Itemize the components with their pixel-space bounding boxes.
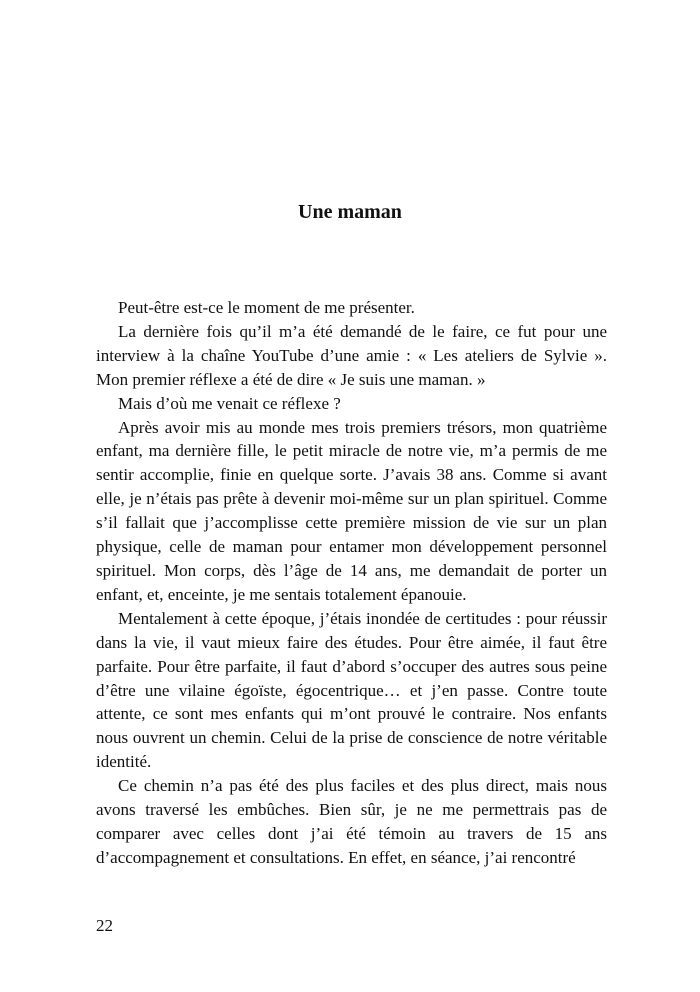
paragraph: Mentalement à cette époque, j’étais inondée de certitudes : pour réussir dans la vie, il vaut mieux faire des études. Pour être aimée, il faut être parfaite. Pour être parfaite, il faut d’abord s’occuper des autres sous peine d’être une vilaine égoïste, égocentrique… et j’en passe. Contre toute attente, ce sont mes enfants qui m’ont prouvé le contraire. Nos enfants nous ouvrent un chemin. Celui de la prise de conscience de notre véritable identité.	[96, 608, 607, 772]
paragraph: Après avoir mis au monde mes trois premiers trésors, mon quatrième enfant, ma dernière fille, le petit miracle de notre vie, m’a permis de me sentir accomplie, finie en quelque sorte. J’avais 38 ans. Comme si avant elle, je n’étais pas prête à devenir moi-même sur un plan spirituel. Comme s’il fallait que j’accomplisse cette première mission de vie sur un plan physique, celle de maman pour entamer mon développement personnel spirituel. Mon corps, dès l’âge de 14 ans, me demandait de porter un enfant, et, enceinte, je me sentais totalement épanouie.	[96, 417, 607, 604]
paragraph: Mais d’où me venait ce réflexe ?	[118, 393, 341, 413]
page-number: 22	[96, 916, 113, 935]
paragraph: Ce chemin n’a pas été des plus faciles et des plus direct, mais nous avons traversé les embûches. Bien sûr, je ne me permettrais pas de comparer avec celles dont j’ai été témoin au travers de 15 ans d’accompagnement et consultations. En effet, en séance, j’ai rencontré	[96, 776, 607, 867]
chapter-title: Une maman	[298, 201, 402, 223]
body-text	[96, 296, 607, 870]
paragraph: Peut-être est-ce le moment de me présenter.	[118, 298, 415, 317]
paragraph: La dernière fois qu’il m’a été demandé de le faire, ce fut pour une interview à la chaîne YouTube d’une amie : « Les ateliers de Sylvie ». Mon premier réflexe a été de dire « Je suis une maman. »	[96, 321, 607, 389]
